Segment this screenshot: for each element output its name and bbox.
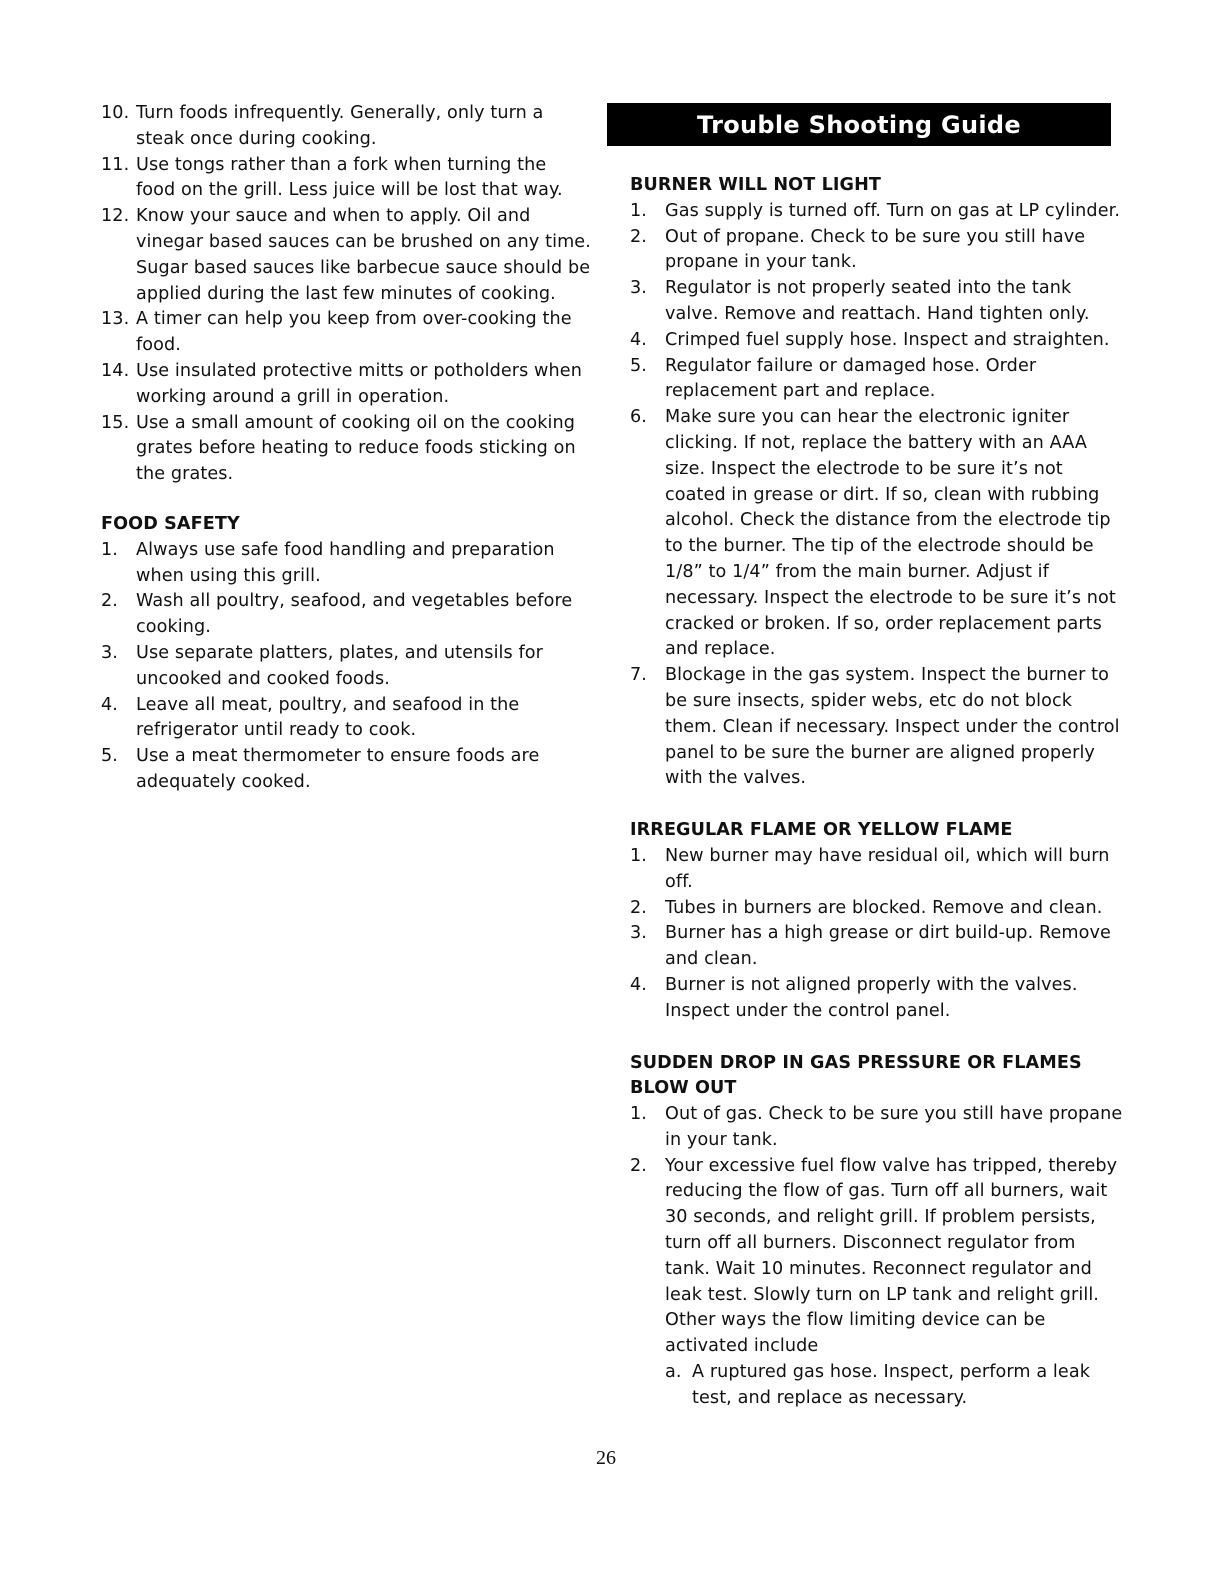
item-text: New burner may have residual oil, which will burn off. <box>665 845 1110 892</box>
list-item <box>101 641 591 693</box>
item-number: 2. <box>630 1155 647 1176</box>
item-number: 6. <box>630 407 647 428</box>
item-number: 12. <box>101 206 130 227</box>
item-number: 1. <box>101 539 118 560</box>
item-text: Know your sauce and when to apply. Oil and vinegar based sauces can be brushed on any time. Sugar based sauces like barbecue sauce should be applied during the last few minutes of cooking. <box>136 206 591 304</box>
burner-will-not-light-heading: BURNER WILL NOT LIGHT <box>630 175 881 195</box>
item-text: Blockage in the gas system. Inspect the burner to be sure insects, spider webs, etc do not block them. Clean if necessary. Inspect under the control panel to be sure the burner are aligned properly with the valves. <box>665 665 1120 789</box>
list-item <box>101 101 591 153</box>
burner-list <box>630 199 1125 792</box>
list-item <box>101 204 591 307</box>
item-number: 11. <box>101 154 130 175</box>
list-item <box>630 663 1125 792</box>
item-text: Gas supply is turned off. Turn on gas at LP cylinder. <box>665 200 1121 221</box>
item-number: 4. <box>630 329 647 350</box>
list-item <box>630 276 1125 328</box>
item-text: A timer can help you keep from over-cooking the food. <box>136 309 572 356</box>
list-item <box>630 1102 1125 1154</box>
item-text: Make sure you can hear the electronic igniter clicking. If not, replace the battery with an AAA size. Inspect the electrode to be sure it’s not coated in grease or dirt. If so, clean with rubbing alcohol. Check the distance from the electrode tip to the burner. The tip of the electrode should be 1/8” to 1/4” from the main burner. Adjust if necessary. Inspect the electrode to be sure it’s not cracked or broken. If so, order replacement parts and replace. <box>665 407 1116 660</box>
list-item <box>630 405 1125 663</box>
list-item <box>630 1154 1125 1360</box>
item-number: 3. <box>630 278 647 299</box>
item-text: Your excessive fuel flow valve has tripped, thereby reducing the flow of gas. Turn off all burners, wait 30 seconds, and relight grill. If problem persists, turn off all burners. Disconnect regulator from tank. Wait 10 minutes. Reconnect regulator and leak test. Slowly turn on LP tank and relight grill. Other ways the flow limiting device can be activated include <box>665 1155 1118 1357</box>
item-number: 4. <box>101 694 118 715</box>
list-item <box>630 354 1125 406</box>
gas-pressure-heading: SUDDEN DROP IN GAS PRESSURE OR FLAMES BLOW OUT <box>630 1052 1082 1099</box>
list-item <box>101 411 591 488</box>
list-item <box>101 153 591 205</box>
item-text: Regulator failure or damaged hose. Order replacement part and replace. <box>665 355 1037 402</box>
item-number: 5. <box>630 355 647 376</box>
item-number: 10. <box>101 103 130 123</box>
item-number: 2. <box>101 591 118 612</box>
food-safety-heading: FOOD SAFETY <box>101 513 240 534</box>
list-item <box>101 589 591 641</box>
item-number: 2. <box>630 897 647 918</box>
item-text: Use insulated protective mitts or potholders when working around a grill in operation. <box>136 360 582 407</box>
item-number: 1. <box>630 845 647 866</box>
left-column <box>101 101 591 796</box>
list-item <box>101 538 591 590</box>
item-number: 5. <box>101 746 118 767</box>
list-item <box>630 921 1125 973</box>
subitem-letter: a. <box>665 1362 682 1383</box>
item-number: 14. <box>101 360 130 381</box>
list-item <box>101 693 591 745</box>
list-item <box>101 359 591 411</box>
item-number: 3. <box>101 642 118 663</box>
list-item <box>101 744 591 796</box>
subitem-text: A ruptured gas hose. Inspect, perform a leak test, and replace as necessary. <box>692 1362 1091 1408</box>
list-subitem <box>630 1360 1125 1412</box>
right-column <box>630 173 1125 1412</box>
item-text: Out of propane. Check to be sure you still have propane in your tank. <box>665 226 1086 273</box>
item-number: 1. <box>630 1104 647 1125</box>
flame-list <box>630 844 1125 1025</box>
food-safety-list <box>101 538 591 796</box>
item-number: 7. <box>630 665 647 686</box>
item-number: 2. <box>630 226 647 247</box>
item-text: Wash all poultry, seafood, and vegetables before cooking. <box>136 591 573 638</box>
item-text: Tubes in burners are blocked. Remove and clean. <box>665 897 1103 918</box>
list-item <box>630 973 1125 1025</box>
item-text: Always use safe food handling and preparation when using this grill. <box>136 539 555 586</box>
list-item <box>630 844 1125 896</box>
list-item <box>630 199 1125 225</box>
irregular-flame-heading: IRREGULAR FLAME OR YELLOW FLAME <box>630 820 1013 841</box>
page-number: 26 <box>596 1447 616 1469</box>
item-text: Leave all meat, poultry, and seafood in the refrigerator until ready to cook. <box>136 694 520 741</box>
item-text: Use a meat thermometer to ensure foods are adequately cooked. <box>136 746 540 792</box>
item-text: Crimped fuel supply hose. Inspect and straighten. <box>665 329 1110 350</box>
list-item <box>630 225 1125 277</box>
item-text: Regulator is not properly seated into the tank valve. Remove and reattach. Hand tighten only. <box>665 278 1090 324</box>
item-text: Burner has a high grease or dirt build-up. Remove and clean. <box>665 923 1111 970</box>
list-item <box>101 307 591 359</box>
item-text: Use a small amount of cooking oil on the cooking grates before heating to reduce foods sticking on the grates. <box>136 412 576 485</box>
item-text: Burner is not aligned properly with the valves. Inspect under the control panel. <box>665 974 1078 1021</box>
item-number: 4. <box>630 974 647 995</box>
item-text: Turn foods infrequently. Generally, only turn a steak once during cooking. <box>136 103 544 149</box>
item-number: 1. <box>630 200 647 221</box>
item-number: 15. <box>101 412 130 433</box>
list-item <box>630 896 1125 922</box>
item-text: Use separate platters, plates, and utensils for uncooked and cooked foods. <box>136 642 543 689</box>
item-text: Out of gas. Check to be sure you still have propane in your tank. <box>665 1104 1123 1150</box>
list-item <box>630 328 1125 354</box>
item-text: Use tongs rather than a fork when turning the food on the grill. Less juice will be lost that way. <box>136 154 563 201</box>
item-number: 13. <box>101 309 130 330</box>
grilling-tips-list <box>101 101 591 488</box>
trouble-shooting-banner: Trouble Shooting Guide <box>607 103 1111 146</box>
pressure-list <box>630 1102 1125 1360</box>
item-number: 3. <box>630 923 647 944</box>
